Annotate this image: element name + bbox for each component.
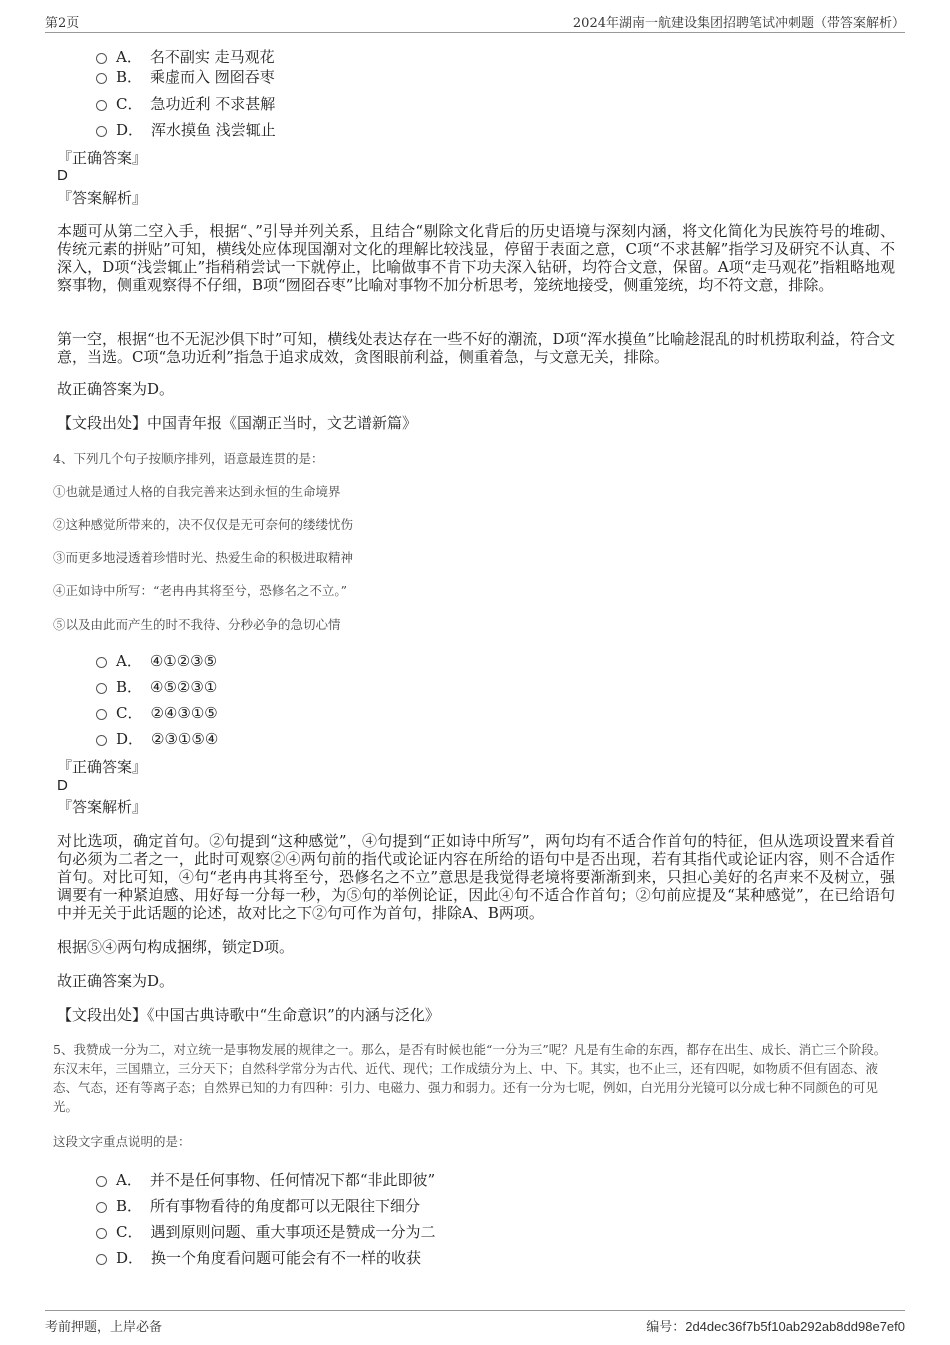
q4-question: 4、下列几个句子按顺序排列，语意最连贯的是： bbox=[53, 451, 324, 466]
radio-icon[interactable] bbox=[96, 709, 107, 720]
q4-sentence: ①也就是通过人格的自我完善来达到永恒的生命境界 bbox=[53, 484, 341, 499]
radio-icon[interactable] bbox=[96, 100, 107, 111]
radio-icon[interactable] bbox=[96, 1228, 107, 1239]
q4-source: 【文段出处】《中国古典诗歌中“生命意识”的内涵与泛化》 bbox=[57, 1006, 440, 1024]
q5-prompt: 这段文字重点说明的是： bbox=[53, 1134, 191, 1149]
radio-icon[interactable] bbox=[96, 53, 107, 64]
q3-correct-answer: D bbox=[57, 167, 68, 184]
q3-correct-label: 『正确答案』 bbox=[57, 149, 148, 167]
q5-question: 5、我赞成一分为二，对立统一是事物发展的规律之一。那么，是否有时候也能“一分为三”呢？凡是有生命的东西，都存在出生、成长、消亡三个阶段。东汉末年，三国鼎立，三分天下；自然科学常分为古代、近代、现代；工作成绩分为上、中、下。其实，也不止三，还有四呢，如物质不但有固态、液态、气态，还有等离子态；自然界已知的力有四种：引力、电磁力、强力和弱力。还有一分为七呢，例如，白光用分光镜可以分成七种不同颜色的可见光。 bbox=[53, 1042, 887, 1114]
q5-option-b[interactable]: B． 所有事物看待的角度都可以无限往下细分 bbox=[96, 1196, 420, 1216]
page-number: 第2页 bbox=[45, 16, 80, 31]
code-label: 编号： bbox=[646, 1319, 686, 1334]
q3-option-a[interactable]: A． 名不副实 走马观花 bbox=[96, 47, 275, 67]
q3-analysis-paragraph: 故正确答案为D。 bbox=[57, 380, 175, 398]
footer-slogan: 考前押题，上岸必备 bbox=[45, 1320, 163, 1335]
q5-option-d[interactable]: D． 换一个角度看问题可能会有不一样的收获 bbox=[96, 1248, 421, 1268]
q4-analysis-paragraph: 对比选项，确定首句。②句提到“这种感觉”，④句提到“正如诗中所写”，两句均有不适合作首句的特征，但从选项设置来看首句必须为二者之一，此时可观察②④两句前的指代或论证内容在所给的语句中是否出现，若有其指代或论证内容，则不合适作首句。对比可知，④句“老冉冉其将至兮，恐修名之不立”意思是我觉得老境将要渐渐到来，只担心美好的名声来不及树立，强调要有一种紧迫感、用好每一分每一秒，为⑤句的举例论证，因此④句不适合作首句；②句前应提及“某种感觉”，在已给语句中并无关于此话题的论述，故对比之下②句可作为首句，排除A、B两项。 bbox=[57, 832, 895, 922]
q4-sentence: ②这种感觉所带来的，决不仅仅是无可奈何的缕缕忧伤 bbox=[53, 517, 354, 532]
q4-analysis-label: 『答案解析』 bbox=[57, 798, 148, 816]
page-header bbox=[45, 10, 905, 33]
q3-option-b[interactable]: B． 乘虚而入 囫囵吞枣 bbox=[96, 67, 275, 87]
q4-analysis-paragraph: 故正确答案为D。 bbox=[57, 972, 175, 990]
radio-icon[interactable] bbox=[96, 735, 107, 746]
q4-sentence: ⑤以及由此而产生的时不我待、分秒必争的急切心情 bbox=[53, 617, 341, 632]
q3-analysis-paragraph: 第一空，根据“也不无泥沙俱下时”可知，横线处表达存在一些不好的潮流，D项“浑水摸鱼”比喻趁混乱的时机捞取利益，符合文意，当选。C项“急功近利”指急于追求成效，贪图眼前利益，侧重着急，与文意无关，排除。 bbox=[57, 330, 895, 366]
q3-option-c[interactable]: C． 急功近利 不求甚解 bbox=[96, 94, 275, 114]
radio-icon[interactable] bbox=[96, 657, 107, 668]
q4-option-b[interactable]: B． ④⑤②③① bbox=[96, 677, 217, 697]
q4-analysis-paragraph: 根据⑤④两句构成捆绑，锁定D项。 bbox=[57, 938, 295, 956]
radio-icon[interactable] bbox=[96, 1254, 107, 1265]
q4-option-d[interactable]: D． ②③①⑤④ bbox=[96, 729, 218, 749]
q3-analysis-label: 『答案解析』 bbox=[57, 189, 148, 207]
q3-option-d[interactable]: D． 浑水摸鱼 浅尝辄止 bbox=[96, 120, 276, 140]
radio-icon[interactable] bbox=[96, 126, 107, 137]
radio-icon[interactable] bbox=[96, 73, 107, 84]
code-value: 2d4dec36f7b5f10ab292ab8dd98e7ef0 bbox=[685, 1319, 905, 1334]
q4-sentence: ④正如诗中所写：“老冉冉其将至兮，恐修名之不立。” bbox=[53, 583, 348, 598]
q3-source: 【文段出处】中国青年报《国潮正当时，文艺谱新篇》 bbox=[57, 414, 418, 432]
page-footer bbox=[45, 1310, 905, 1335]
q4-option-c[interactable]: C． ②④③①⑤ bbox=[96, 703, 218, 723]
radio-icon[interactable] bbox=[96, 683, 107, 694]
q4-correct-label: 『正确答案』 bbox=[57, 758, 148, 776]
q4-option-a[interactable]: A． ④①②③⑤ bbox=[96, 651, 217, 671]
q4-sentence: ③而更多地浸透着珍惜时光、热爱生命的积极进取精神 bbox=[53, 550, 354, 565]
q5-option-c[interactable]: C． 遇到原则问题、重大事项还是赞成一分为二 bbox=[96, 1222, 436, 1242]
document-title: 2024年湖南一航建设集团招聘笔试冲刺题（带答案解析） bbox=[572, 16, 905, 31]
q3-analysis-paragraph: 本题可从第二空入手，根据“、”引导并列关系，且结合“剔除文化背后的历史语境与深刻内涵，将文化简化为民族符号的堆砌、传统元素的拼贴”可知，横线处应体现国潮对文化的理解比较浅显，停留于表面之意，C项“不求甚解”指学习及研究不认真、不深入，D项“浅尝辄止”指稍稍尝试一下就停止，比喻做事不肯下功夫深入钻研，均符合文意，保留。A项“走马观花”指粗略地观察事物，侧重观察得不仔细，B项“囫囵吞枣”比喻对事物不加分析思考，笼统地接受，侧重笼统，均不符文意，排除。 bbox=[57, 222, 895, 294]
q4-correct-answer: D bbox=[57, 777, 68, 794]
radio-icon[interactable] bbox=[96, 1176, 107, 1187]
document-code bbox=[646, 1316, 905, 1335]
radio-icon[interactable] bbox=[96, 1202, 107, 1213]
q5-option-a[interactable]: A． 并不是任何事物、任何情况下都“非此即彼” bbox=[96, 1170, 435, 1190]
